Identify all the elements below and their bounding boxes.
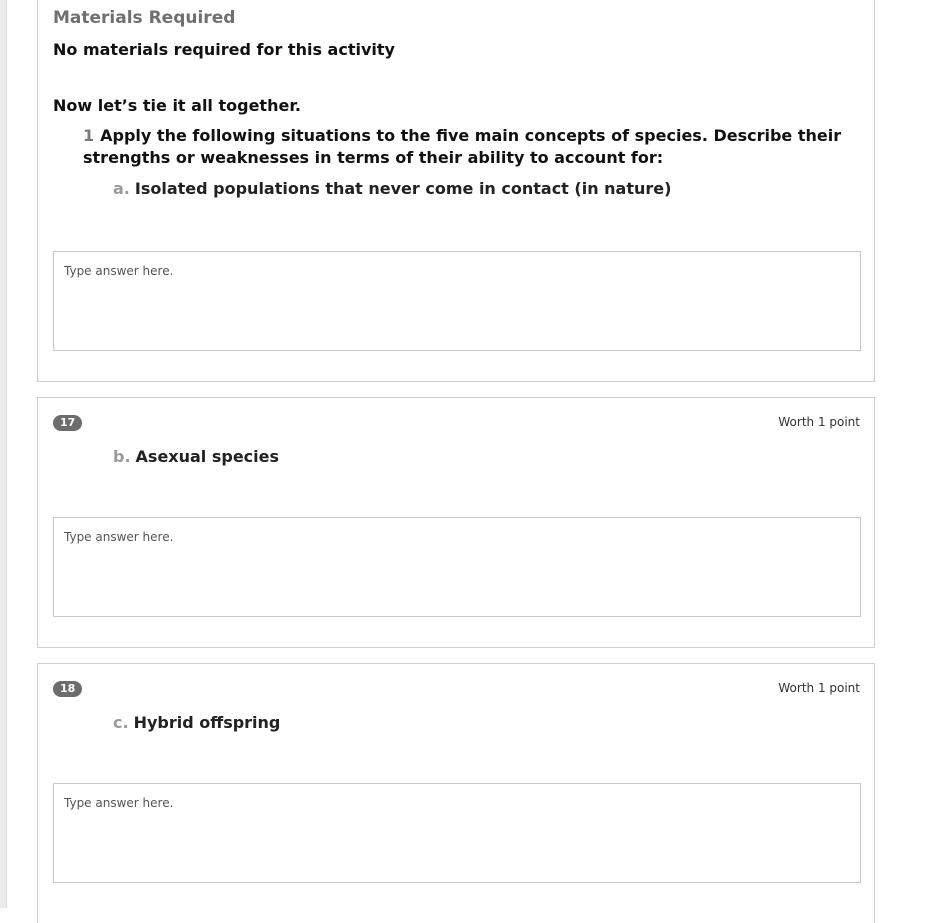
sub-question-letter: b. — [113, 447, 131, 466]
answer-input-c[interactable] — [53, 783, 861, 883]
sub-question-b — [113, 447, 279, 466]
sub-question-text: Asexual species — [135, 447, 280, 466]
sub-question-text: Hybrid offspring — [133, 713, 281, 732]
sub-question-c — [113, 713, 280, 732]
sub-question-letter: c. — [113, 713, 129, 732]
question-number-badge: 17 — [53, 415, 82, 431]
answer-input-a[interactable] — [53, 251, 861, 351]
question-number: 1 — [83, 126, 95, 145]
question-card-18 — [37, 663, 875, 923]
question-text: Apply the following situations to the five main concepts of species. Describe their strengths or weaknesses in terms of their ability to account for: — [83, 126, 842, 167]
materials-required-heading: Materials Required — [53, 8, 236, 28]
points-label: Worth 1 point — [778, 681, 860, 695]
sub-question-text: Isolated populations that never come in contact (in nature) — [134, 179, 672, 198]
question-number-badge: 18 — [53, 681, 82, 697]
sub-question-a — [113, 179, 671, 198]
points-label: Worth 1 point — [778, 415, 860, 429]
question-card-16 — [37, 0, 875, 382]
question-card-17 — [37, 397, 875, 648]
answer-input-b[interactable] — [53, 517, 861, 617]
sub-question-letter: a. — [113, 179, 130, 198]
materials-required-text: No materials required for this activity — [53, 40, 395, 59]
left-rail — [0, 0, 7, 908]
intro-heading: Now let’s tie it all together. — [53, 96, 302, 115]
question-prompt — [83, 125, 853, 169]
